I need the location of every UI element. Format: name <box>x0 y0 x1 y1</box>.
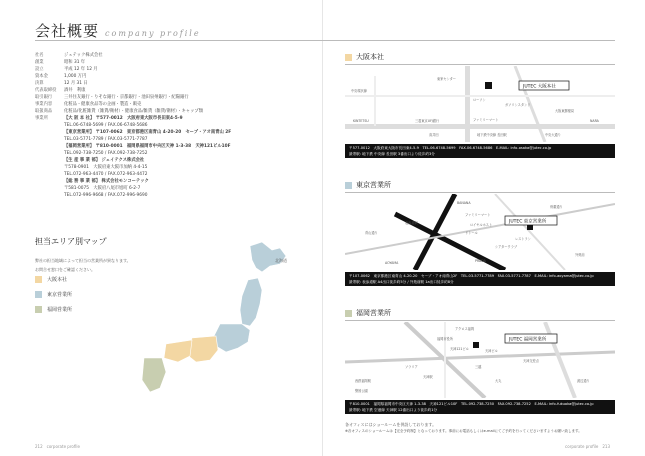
office-address-bar <box>345 144 615 158</box>
info-row <box>35 108 305 115</box>
legend-item-fukuoka <box>35 306 72 313</box>
legend-swatch <box>35 291 42 298</box>
info-key: 設立 <box>35 67 44 72</box>
title-subtitle: company profile <box>105 29 201 38</box>
legend-swatch <box>35 276 42 283</box>
address-line: 〒107-0062 東京都港区南青山 4-20-20 セーブ・アオ南青山2F TEL.03-5771-7789 FAX.03-5771-7787 E-MAIL: info-aoyama@jutec.co.jp <box>349 274 594 278</box>
info-value-line: 〒581-0075 大阪府八尾市旭町 6-2-7 <box>64 186 141 191</box>
info-key: 資本金 <box>35 74 48 79</box>
info-value <box>64 108 305 115</box>
footer-right: corporate profile 213 <box>565 444 610 449</box>
map-label: ファミリーマート <box>465 213 491 217</box>
info-value-line: 【大 阪 本 社】 〒577-0012 大阪府東大阪市長田東4-5-9 <box>64 116 183 121</box>
office-section-tokyo <box>345 180 615 290</box>
office-address-bar <box>345 400 615 414</box>
map-label: 表参道駅 <box>405 221 418 225</box>
map-label: 天神ビル <box>485 349 498 353</box>
legend-label: 東京営業所 <box>47 292 73 298</box>
note-line: 各オフィスにはショールームを併設しております。 <box>345 422 437 427</box>
info-key: 取引銀行 <box>35 95 53 100</box>
info-value-line: 〒578-0901 大阪府東大阪市加納 4-4-15 <box>64 165 148 170</box>
info-row <box>35 101 305 108</box>
office-address-bar <box>345 272 615 286</box>
hokkaido-region <box>250 242 286 272</box>
office-marker <box>473 342 479 348</box>
info-value <box>64 101 305 108</box>
chugoku-shikoku-region <box>164 340 192 362</box>
info-row <box>35 59 305 66</box>
map-label: BANANA <box>457 201 471 205</box>
japan-map <box>130 240 320 415</box>
showroom-note <box>345 422 582 434</box>
info-value-line: TEL.072-963-4470 / FAX.072-963-4472 <box>64 172 148 177</box>
footer-left: 212 corporate profile <box>35 444 80 449</box>
address-line: 最寄駅: 地下鉄 空港線 天神駅 12番出口より徒歩約1分 <box>349 408 438 412</box>
map-label: 東家センター <box>437 77 456 81</box>
tohoku-region <box>240 278 262 326</box>
info-row <box>35 115 305 199</box>
office-color-square <box>345 54 352 61</box>
office-badge-label: JUTEC 東京営業所 <box>509 219 547 225</box>
info-value <box>64 94 305 101</box>
tokyo-map-svg <box>345 194 615 270</box>
info-value-line: 化粧品/化粧雑貨（雑貨/衛材）・健康食品/雑貨（雑貨/衛材）・キャップ類 <box>64 109 203 114</box>
legend-label: 大阪本社 <box>47 277 68 283</box>
info-value <box>64 87 305 94</box>
info-value-line: TEL.03-5771-7789 / FAX.03-5771-7787 <box>64 137 148 142</box>
info-value <box>64 115 305 199</box>
info-row <box>35 66 305 73</box>
info-value-line: 三井住友銀行・りそな銀行・京都銀行・池田泉州銀行・紀陽銀行 <box>64 95 189 100</box>
legend-label: 福岡営業所 <box>47 307 73 313</box>
office-badge-label: JUTEC 大阪本社 <box>523 84 556 90</box>
office-name: 福岡営業所 <box>356 309 391 317</box>
map-label: ソラリア <box>405 365 418 369</box>
area-legend <box>35 276 72 321</box>
info-row <box>35 52 305 59</box>
info-value <box>64 66 305 73</box>
office-name: 大阪本社 <box>356 53 384 61</box>
info-row <box>35 73 305 80</box>
map-label: KINTETSU <box>353 119 369 123</box>
info-value-line: TEL.092-738-7250 / FAX.092-738-7252 <box>64 151 148 156</box>
office-heading <box>345 180 615 193</box>
map-label: 骨董通り <box>550 205 563 209</box>
info-row <box>35 80 305 87</box>
map-label: 高井田 <box>429 133 439 137</box>
map-label: シアタークラブ <box>495 245 518 249</box>
map-label: AOYAMA <box>385 261 399 265</box>
map-label: 三菱東京UFJ銀行 <box>415 119 440 123</box>
address-line: 最寄駅: 表参道駅 A4出口徒歩約5分 / 外苑前駅 1a出口徒歩約8分 <box>349 280 454 284</box>
office-name: 東京営業所 <box>356 181 391 189</box>
info-value-line: 平成 12 年 12 月 <box>64 67 98 72</box>
legend-item-osaka <box>35 276 72 283</box>
legend-item-tokyo <box>35 291 72 298</box>
info-value-line: 【生 産 事 業 部】 ジェイテクス株式会社 <box>64 158 145 163</box>
map-label: ロイヤルホスト <box>470 223 493 227</box>
office-section-osaka <box>345 52 615 162</box>
info-key: 決算 <box>35 81 44 86</box>
map-label: 天神121ビル <box>450 347 469 351</box>
map-label: ローソン <box>473 98 486 102</box>
office-marker <box>485 82 492 89</box>
map-label: 三越 <box>475 365 482 369</box>
map-label: ドトール <box>465 231 478 235</box>
tokyo-access-map <box>345 194 615 270</box>
kanto-chubu-region <box>214 324 250 352</box>
map-label: 天神駅 <box>423 375 433 379</box>
office-section-fukuoka <box>345 308 615 416</box>
area-map-subtitle-line: お問合せ窓口をご確認ください。 <box>35 267 95 272</box>
area-map-subtitle <box>35 256 131 274</box>
hokkaido-label: 北海道 <box>275 258 287 263</box>
info-value-line: TEL.072-996-9668 / FAX.072-996-9690 <box>64 193 148 198</box>
title-text: 会社概要 <box>35 22 100 40</box>
office-color-square <box>345 182 352 189</box>
note-line: ※各オフィスのショールームは【完全予約制】となっております。事前にお電話もしくはe-mailにてご予約を行ってくださいますようお願い致します。 <box>345 429 582 433</box>
map-label: 福岡市役所 <box>437 337 453 341</box>
map-label: 天神交差点 <box>523 359 539 363</box>
osaka-map-svg <box>345 66 615 142</box>
info-value-line: 1,000 万円 <box>64 74 87 79</box>
info-key: 取扱商品 <box>35 109 53 114</box>
fukuoka-access-map <box>345 322 615 398</box>
info-value-line: 化粧品・健康食品等の企画・製造・販売 <box>64 102 142 107</box>
info-value <box>64 59 305 66</box>
map-label: 西鉄福岡駅 <box>355 379 371 383</box>
info-value <box>64 73 305 80</box>
address-line: 〒577-0012 大阪府東大阪市長田東4-5-9 TEL.06-6748-5699 FAX.06-6748-5686 E-MAIL: info-osaka@jutec.co.jp <box>349 146 552 150</box>
fukuoka-map-svg <box>345 322 615 398</box>
map-label: NARA <box>590 119 599 123</box>
map-label: 中央大通り <box>545 133 561 137</box>
info-row <box>35 94 305 101</box>
info-value-line: TEL.06-6748-5699 / FAX.06-6748-5686 <box>64 123 148 128</box>
area-map-subtitle-line: 弊社の担当地域によって担当の営業所が異なります。 <box>35 258 131 263</box>
info-value <box>64 80 305 87</box>
page-title <box>35 20 201 41</box>
info-key: 事業所 <box>35 116 48 121</box>
info-key: 代表取締役 <box>35 88 57 93</box>
map-label: ガソリンスタンド <box>505 103 531 107</box>
map-label: 青山通り <box>365 231 378 235</box>
address-line: 最寄駅: 地下鉄 中央線 長田駅 3番出口より徒歩約3分 <box>349 152 435 156</box>
map-label: PRADA <box>475 259 486 263</box>
info-value-line: 【福岡営業所】 〒810-0001 福岡県福岡市中央区天神 1-3-38 天神121ビル10F <box>64 144 231 149</box>
map-label: 大阪東郵便局 <box>555 109 575 113</box>
map-label: 渡辺通り <box>577 379 590 383</box>
info-value-line: 【総 務 事 業 部】 株式会社モンコーテック <box>64 179 149 184</box>
road-major <box>345 124 615 129</box>
office-heading <box>345 52 615 65</box>
info-value-line: 昭和 31 年 <box>64 60 86 65</box>
kyushu-region <box>142 358 166 392</box>
title-divider <box>35 40 615 41</box>
osaka-access-map <box>345 66 615 142</box>
info-row <box>35 87 305 94</box>
office-color-square <box>345 310 352 317</box>
area-map-title: 担当エリア別マップ <box>35 237 107 246</box>
info-key: 事業内容 <box>35 102 53 107</box>
map-label: 警固公園 <box>355 389 368 393</box>
legend-swatch <box>35 306 42 313</box>
map-label: 外苑前 <box>575 253 585 257</box>
info-key: 創業 <box>35 60 44 65</box>
map-label: アクロス福岡 <box>455 327 475 331</box>
map-label: ファミリーマート <box>473 118 499 122</box>
info-value-line: 12 月 31 日 <box>64 81 88 86</box>
map-label: レストラン <box>515 237 531 241</box>
address-line: 〒810-0001 福岡県福岡市中央区天神 1-3-38 天神121ビル10F TEL.092-738-7250 FAX.092-738-7252 E-MAIL: info-fukuoka@jutec.co.jp <box>349 402 594 406</box>
map-label: 地下鉄中央線 長田駅 <box>477 133 507 137</box>
map-label: 中央環状線 <box>351 89 367 93</box>
office-badge-label: JUTEC 福岡営業所 <box>509 337 547 343</box>
info-key: 社名 <box>35 53 44 58</box>
info-value <box>64 52 305 59</box>
page-spine <box>322 0 323 456</box>
info-value-line: 【東京営業所】 〒107-0062 東京都港区南青山 4-20-20 セーブ・アオ南青山 2F <box>64 130 232 135</box>
info-value-line: 酒井 利康 <box>64 88 86 93</box>
info-value-line: ジェテック株式会社 <box>64 53 103 58</box>
office-heading <box>345 308 615 321</box>
road-major <box>465 66 470 142</box>
company-info-table <box>35 52 305 199</box>
map-label: 大丸 <box>495 379 502 383</box>
